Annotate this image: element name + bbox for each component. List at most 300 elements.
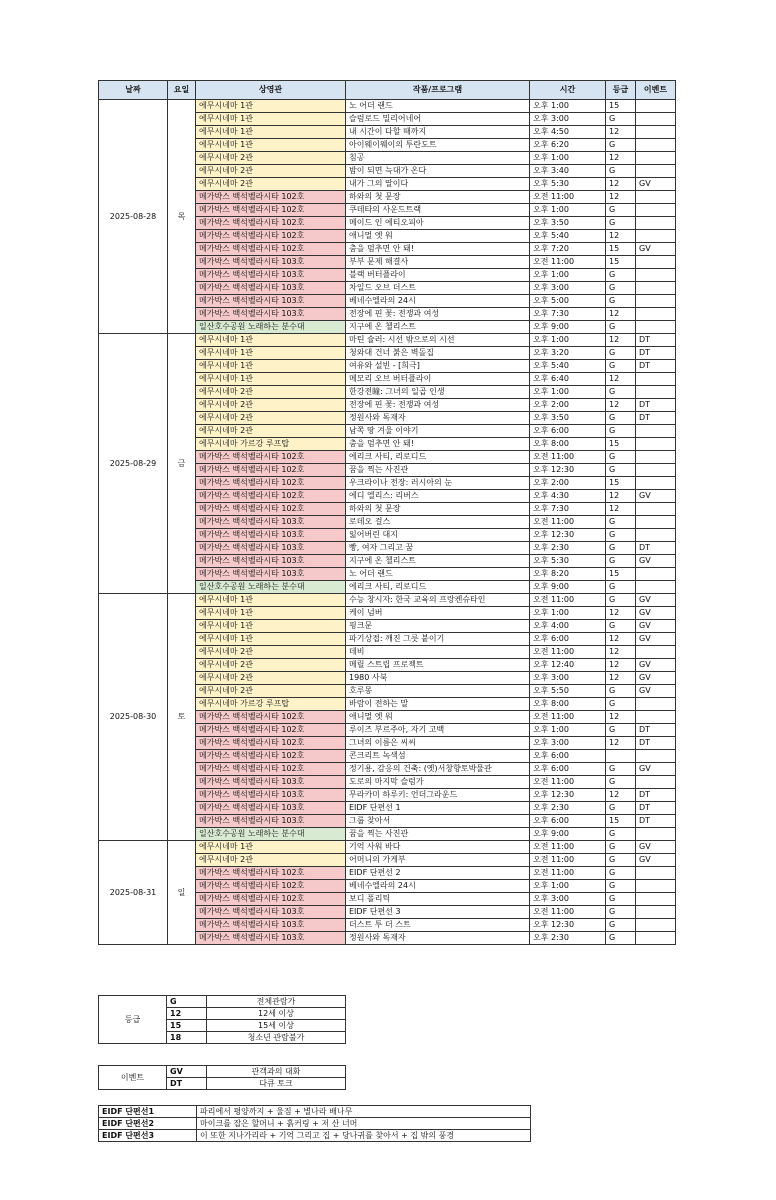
venue-cell: 에무시네마 2관 [196, 659, 346, 672]
program-cell: 도로의 마지막 슬럼가 [346, 776, 530, 789]
rating-cell: 12 [606, 789, 636, 802]
program-cell: 블랙 버터플라이 [346, 269, 530, 282]
rating-cell: G [606, 217, 636, 230]
rating-cell: G [606, 776, 636, 789]
time-cell: 오후 3:00 [530, 113, 606, 126]
event-cell [636, 477, 676, 490]
rating-cell: G [606, 919, 636, 932]
time-cell: 오후 6:00 [530, 633, 606, 646]
rating-cell: G [606, 516, 636, 529]
time-cell: 오후 6:00 [530, 425, 606, 438]
program-cell: 마틴 슐러: 시선 밖으로의 시선 [346, 334, 530, 347]
time-cell: 오후 7:30 [530, 503, 606, 516]
venue-cell: 에무시네마 1관 [196, 607, 346, 620]
schedule-table [98, 80, 676, 945]
event-cell [636, 581, 676, 594]
program-cell: 어머니의 가게부 [346, 854, 530, 867]
event-cell [636, 568, 676, 581]
event-legend-row [99, 1066, 346, 1078]
time-cell: 오전 11:00 [530, 867, 606, 880]
venue-cell: 에무시네마 2관 [196, 152, 346, 165]
rating-cell: G [606, 594, 636, 607]
venue-cell: 에무시네마 2관 [196, 685, 346, 698]
program-cell: 호루몽 [346, 685, 530, 698]
eidf-shorts-row [99, 1118, 531, 1130]
time-cell: 오후 3:50 [530, 217, 606, 230]
rating-cell: 15 [606, 477, 636, 490]
venue-cell: 에무시네마 1관 [196, 139, 346, 152]
venue-cell: 에무시네마 1관 [196, 360, 346, 373]
rating-cell: 12 [606, 711, 636, 724]
time-cell: 오후 4:30 [530, 490, 606, 503]
rating-desc: 15세 이상 [207, 1020, 346, 1032]
venue-cell: 메가박스 백석벨라시타 102호 [196, 750, 346, 763]
rating-cell: 12 [606, 672, 636, 685]
venue-cell: 메가박스 백석벨라시타 103호 [196, 568, 346, 581]
date-cell: 2025-08-30 [99, 594, 168, 841]
program-cell: 케이 넘버 [346, 607, 530, 620]
header-event: 이벤트 [636, 81, 676, 100]
program-cell: 파기상접: 깨진 그릇 붙이기 [346, 633, 530, 646]
rating-cell: G [606, 724, 636, 737]
rating-cell: G [606, 139, 636, 152]
venue-cell: 에무시네마 2관 [196, 399, 346, 412]
rating-code: 12 [167, 1008, 207, 1020]
event-cell: DT [636, 789, 676, 802]
program-cell: 보디 폴리틱 [346, 893, 530, 906]
rating-cell: 12 [606, 503, 636, 516]
time-cell: 오후 1:00 [530, 100, 606, 113]
time-cell: 오후 6:40 [530, 373, 606, 386]
rating-cell: G [606, 880, 636, 893]
program-cell: 빵, 여자 그리고 꿈 [346, 542, 530, 555]
time-cell: 오후 3:00 [530, 893, 606, 906]
event-cell [636, 217, 676, 230]
eidf-shorts-name: EIDF 단편선2 [99, 1118, 197, 1130]
event-cell [636, 256, 676, 269]
program-cell: 춤을 멈추면 안 돼! [346, 243, 530, 256]
rating-cell: G [606, 906, 636, 919]
program-cell: 하와의 첫 문장 [346, 503, 530, 516]
program-cell: 정원사와 독재자 [346, 412, 530, 425]
program-cell: 남쪽 땅 겨울 이야기 [346, 425, 530, 438]
venue-cell: 메가박스 백석벨라시타 102호 [196, 490, 346, 503]
program-cell: 메이드 인 에티오피아 [346, 217, 530, 230]
rating-legend-row [99, 996, 346, 1008]
program-cell: 차일드 오브 더스트 [346, 282, 530, 295]
venue-cell: 메가박스 백석벨라시타 102호 [196, 451, 346, 464]
program-cell: 아이웨이웨이의 투란도트 [346, 139, 530, 152]
event-cell [636, 438, 676, 451]
program-cell: 더스트 투 더 스트 [346, 919, 530, 932]
event-cell [636, 529, 676, 542]
rating-cell: G [606, 542, 636, 555]
time-cell: 오후 3:40 [530, 165, 606, 178]
event-cell [636, 906, 676, 919]
rating-cell: G [606, 763, 636, 776]
program-cell: 그룹 찾아서 [346, 815, 530, 828]
rating-cell: 15 [606, 100, 636, 113]
event-cell [636, 880, 676, 893]
event-cell: GV [636, 555, 676, 568]
date-cell: 2025-08-29 [99, 334, 168, 594]
event-cell [636, 386, 676, 399]
program-cell: 슬럼로드 밀리어네어 [346, 113, 530, 126]
venue-cell: 메가박스 백석벨라시타 102호 [196, 880, 346, 893]
rating-cell: G [606, 893, 636, 906]
time-cell: 오후 12:30 [530, 919, 606, 932]
program-cell: 춤을 멈추면 안 돼! [346, 438, 530, 451]
header-day: 요일 [168, 81, 196, 100]
program-cell: 침공 [346, 152, 530, 165]
date-cell: 2025-08-28 [99, 100, 168, 334]
event-cell [636, 321, 676, 334]
rating-cell: G [606, 685, 636, 698]
venue-cell: 메가박스 백석벨라시타 102호 [196, 243, 346, 256]
event-cell [636, 828, 676, 841]
event-cell: DT [636, 347, 676, 360]
rating-cell: 12 [606, 334, 636, 347]
time-cell: 오후 6:00 [530, 750, 606, 763]
program-cell: 정기용, 감응의 건축: (옛)서창향토박물관 [346, 763, 530, 776]
rating-legend-body [99, 996, 346, 1044]
time-cell: 오후 3:00 [530, 282, 606, 295]
time-cell: 오전 11:00 [530, 841, 606, 854]
event-cell [636, 230, 676, 243]
time-cell: 오후 6:20 [530, 139, 606, 152]
event-cell [636, 776, 676, 789]
event-cell [636, 503, 676, 516]
rating-cell: 12 [606, 230, 636, 243]
event-cell: GV [636, 685, 676, 698]
venue-cell: 메가박스 백석벨라시타 103호 [196, 516, 346, 529]
rating-cell: 12 [606, 646, 636, 659]
venue-cell: 메가박스 백석벨라시타 102호 [196, 230, 346, 243]
event-cell [636, 646, 676, 659]
time-cell: 오후 9:00 [530, 581, 606, 594]
venue-cell: 메가박스 백석벨라시타 103호 [196, 542, 346, 555]
event-cell [636, 113, 676, 126]
event-cell: GV [636, 490, 676, 503]
venue-cell: 메가박스 백석벨라시타 103호 [196, 789, 346, 802]
event-cell [636, 516, 676, 529]
event-cell [636, 893, 676, 906]
rating-code: G [167, 996, 207, 1008]
program-cell: 노 어더 랜드 [346, 100, 530, 113]
venue-cell: 에무시네마 1관 [196, 373, 346, 386]
venue-cell: 메가박스 백석벨라시타 102호 [196, 503, 346, 516]
rating-cell: 12 [606, 607, 636, 620]
time-cell: 오후 12:30 [530, 789, 606, 802]
venue-cell: 에무시네마 1관 [196, 620, 346, 633]
program-cell: 부부 문제 해결사 [346, 256, 530, 269]
rating-cell: 12 [606, 126, 636, 139]
header-program: 작품/프로그램 [346, 81, 530, 100]
time-cell: 오후 4:50 [530, 126, 606, 139]
time-cell: 오전 11:00 [530, 646, 606, 659]
rating-cell: G [606, 412, 636, 425]
event-cell: GV [636, 659, 676, 672]
venue-cell: 에무시네마 2관 [196, 854, 346, 867]
rating-cell: 12 [606, 399, 636, 412]
event-cell: DT [636, 815, 676, 828]
rating-cell: 12 [606, 191, 636, 204]
rating-cell: G [606, 386, 636, 399]
rating-cell: 15 [606, 256, 636, 269]
program-cell: 에리크 사티, 리로디드 [346, 451, 530, 464]
rating-cell: 15 [606, 568, 636, 581]
event-desc: 관객과의 대화 [207, 1066, 346, 1078]
venue-cell: 에무시네마 1관 [196, 633, 346, 646]
time-cell: 오후 7:30 [530, 308, 606, 321]
program-cell: 바람이 전하는 말 [346, 698, 530, 711]
venue-cell: 에무시네마 가르강 루프탑 [196, 438, 346, 451]
venue-cell: 메가박스 백석벨라시타 103호 [196, 295, 346, 308]
program-cell: 베네수엘라의 24시 [346, 295, 530, 308]
time-cell: 오전 11:00 [530, 906, 606, 919]
time-cell: 오후 1:00 [530, 269, 606, 282]
day-cell: 토 [168, 594, 196, 841]
program-cell: 정원사와 독재자 [346, 932, 530, 945]
rating-cell: G [606, 828, 636, 841]
schedule-row [99, 841, 676, 854]
program-cell: 지구에 온 첼리스트 [346, 555, 530, 568]
time-cell: 오후 1:00 [530, 386, 606, 399]
program-cell: 청와대 건너 붉은 벽돌집 [346, 347, 530, 360]
rating-cell: 12 [606, 659, 636, 672]
program-cell: 한강전瞳: 그녀의 일곱 인생 [346, 386, 530, 399]
time-cell: 오후 12:30 [530, 464, 606, 477]
venue-cell: 메가박스 백석벨라시타 102호 [196, 724, 346, 737]
program-cell: 베네수엘라의 24시 [346, 880, 530, 893]
time-cell: 오전 11:00 [530, 854, 606, 867]
event-cell [636, 919, 676, 932]
time-cell: 오후 8:20 [530, 568, 606, 581]
event-cell [636, 269, 676, 282]
event-cell [636, 152, 676, 165]
program-cell: 우크라이나 전장: 러시아의 눈 [346, 477, 530, 490]
time-cell: 오후 4:00 [530, 620, 606, 633]
venue-cell: 메가박스 백석벨라시타 102호 [196, 763, 346, 776]
rating-cell: G [606, 347, 636, 360]
program-cell: 꿈을 찍는 사진관 [346, 464, 530, 477]
event-cell: GV [636, 178, 676, 191]
program-cell: 무라카미 하루키: 언더그라운드 [346, 789, 530, 802]
venue-cell: 에무시네마 1관 [196, 334, 346, 347]
event-code: GV [167, 1066, 207, 1078]
event-cell: GV [636, 620, 676, 633]
venue-cell: 메가박스 백석벨라시타 103호 [196, 308, 346, 321]
event-legend-body [99, 1066, 346, 1090]
rating-cell [606, 750, 636, 763]
event-cell [636, 139, 676, 152]
venue-cell: 에무시네마 2관 [196, 425, 346, 438]
venue-cell: 일산호수공원 노래하는 분수대 [196, 321, 346, 334]
venue-cell: 메가박스 백석벨라시타 103호 [196, 815, 346, 828]
program-cell: 콘크리트 녹색섬 [346, 750, 530, 763]
program-cell: 쿠데타의 사운드트랙 [346, 204, 530, 217]
program-cell: 노 어더 랜드 [346, 568, 530, 581]
day-cell: 일 [168, 841, 196, 945]
rating-cell: G [606, 360, 636, 373]
eidf-shorts-row [99, 1106, 531, 1118]
event-cell: GV [636, 841, 676, 854]
event-cell [636, 373, 676, 386]
program-cell: 에디 엘리스: 리버스 [346, 490, 530, 503]
program-cell: 기억 사워 바다 [346, 841, 530, 854]
venue-cell: 메가박스 백석벨라시타 103호 [196, 555, 346, 568]
program-cell: 핑크문 [346, 620, 530, 633]
venue-cell: 에무시네마 1관 [196, 126, 346, 139]
event-cell: DT [636, 737, 676, 750]
rating-cell: G [606, 425, 636, 438]
event-cell [636, 867, 676, 880]
time-cell: 오후 12:40 [530, 659, 606, 672]
rating-cell: 12 [606, 152, 636, 165]
venue-cell: 메가박스 백석벨라시타 103호 [196, 906, 346, 919]
event-cell [636, 425, 676, 438]
schedule-header-row [99, 81, 676, 100]
schedule-row [99, 334, 676, 347]
program-cell: 루이즈 부르주아, 자기 고백 [346, 724, 530, 737]
event-cell: GV [636, 607, 676, 620]
program-cell: 로데오 걸스 [346, 516, 530, 529]
time-cell: 오전 11:00 [530, 256, 606, 269]
rating-cell: G [606, 451, 636, 464]
header-venue: 상영관 [196, 81, 346, 100]
eidf-shorts-desc: 마이크를 잡은 할머니 + 흙커링 + 저 산 너머 [197, 1118, 531, 1130]
time-cell: 오후 6:00 [530, 763, 606, 776]
event-cell: GV [636, 854, 676, 867]
venue-cell: 메가박스 백석벨라시타 103호 [196, 282, 346, 295]
venue-cell: 메가박스 백석벨라시타 103호 [196, 269, 346, 282]
time-cell: 오후 5:30 [530, 178, 606, 191]
venue-cell: 메가박스 백석벨라시타 103호 [196, 932, 346, 945]
event-cell [636, 295, 676, 308]
event-cell: DT [636, 399, 676, 412]
rating-cell: G [606, 282, 636, 295]
rating-cell: 12 [606, 490, 636, 503]
event-cell: DT [636, 542, 676, 555]
venue-cell: 에무시네마 2관 [196, 412, 346, 425]
eidf-shorts-name: EIDF 단편선1 [99, 1106, 197, 1118]
event-cell [636, 126, 676, 139]
time-cell: 오전 11:00 [530, 516, 606, 529]
program-cell: 애니멀 엣 워 [346, 230, 530, 243]
eidf-shorts-name: EIDF 단편선3 [99, 1130, 197, 1142]
program-cell: 그녀의 이름은 씨씨 [346, 737, 530, 750]
time-cell: 오전 11:00 [530, 711, 606, 724]
event-cell [636, 698, 676, 711]
rating-cell: G [606, 464, 636, 477]
event-cell: DT [636, 334, 676, 347]
rating-legend [98, 995, 346, 1044]
event-cell: GV [636, 243, 676, 256]
rating-cell: G [606, 113, 636, 126]
rating-cell: 12 [606, 633, 636, 646]
time-cell: 오후 1:00 [530, 880, 606, 893]
time-cell: 오후 1:00 [530, 204, 606, 217]
event-cell [636, 282, 676, 295]
venue-cell: 에무시네마 2관 [196, 178, 346, 191]
time-cell: 오후 12:30 [530, 529, 606, 542]
rating-cell: G [606, 698, 636, 711]
time-cell: 오후 9:00 [530, 828, 606, 841]
event-cell [636, 165, 676, 178]
venue-cell: 에무시네마 1관 [196, 347, 346, 360]
event-code: DT [167, 1078, 207, 1090]
time-cell: 오전 11:00 [530, 776, 606, 789]
time-cell: 오후 6:00 [530, 815, 606, 828]
time-cell: 오전 11:00 [530, 594, 606, 607]
day-cell: 목 [168, 100, 196, 334]
time-cell: 오후 5:50 [530, 685, 606, 698]
program-cell: 에리크 사티, 리로디드 [346, 581, 530, 594]
rating-cell: G [606, 932, 636, 945]
rating-desc: 전체관람가 [207, 996, 346, 1008]
rating-cell: 12 [606, 178, 636, 191]
venue-cell: 메가박스 백석벨라시타 103호 [196, 776, 346, 789]
venue-cell: 메가박스 백석벨라시타 102호 [196, 191, 346, 204]
venue-cell: 메가박스 백석벨라시타 103호 [196, 802, 346, 815]
rating-cell: 15 [606, 243, 636, 256]
event-cell [636, 932, 676, 945]
rating-cell: G [606, 321, 636, 334]
program-cell: 밤이 되면 늑대가 온다 [346, 165, 530, 178]
eidf-shorts-desc: 파리에서 평양까지 + 울짐 + 별나라 배나무 [197, 1106, 531, 1118]
time-cell: 오후 8:00 [530, 698, 606, 711]
event-cell [636, 750, 676, 763]
venue-cell: 에무시네마 1관 [196, 841, 346, 854]
event-legend-label: 이벤트 [99, 1066, 167, 1090]
rating-cell: G [606, 204, 636, 217]
program-cell: 수능 창시자: 한국 교육의 프랑켄슈타인 [346, 594, 530, 607]
venue-cell: 메가박스 백석벨라시타 103호 [196, 529, 346, 542]
venue-cell: 메가박스 백석벨라시타 102호 [196, 893, 346, 906]
venue-cell: 에무시네마 2관 [196, 165, 346, 178]
event-cell: DT [636, 802, 676, 815]
event-cell [636, 464, 676, 477]
program-cell: 내가 그의 딸이다 [346, 178, 530, 191]
event-cell: GV [636, 633, 676, 646]
day-cell: 금 [168, 334, 196, 594]
time-cell: 오후 8:00 [530, 438, 606, 451]
event-cell [636, 308, 676, 321]
rating-cell: G [606, 581, 636, 594]
eidf-shorts-row [99, 1130, 531, 1142]
event-legend [98, 1065, 346, 1090]
time-cell: 오후 5:40 [530, 230, 606, 243]
venue-cell: 에무시네마 1관 [196, 100, 346, 113]
eidf-shorts-body [99, 1106, 531, 1142]
program-cell: 메릴 스트립 프로젝트 [346, 659, 530, 672]
header-rating: 등급 [606, 81, 636, 100]
event-cell [636, 100, 676, 113]
time-cell: 오후 3:00 [530, 672, 606, 685]
rating-cell: G [606, 867, 636, 880]
rating-desc: 청소년 관람불가 [207, 1032, 346, 1044]
venue-cell: 에무시네마 1관 [196, 113, 346, 126]
program-cell: 애니멀 엣 워 [346, 711, 530, 724]
time-cell: 오후 3:50 [530, 412, 606, 425]
rating-cell: G [606, 802, 636, 815]
program-cell: 메모리 오브 버터플라이 [346, 373, 530, 386]
time-cell: 오후 3:20 [530, 347, 606, 360]
rating-cell: G [606, 295, 636, 308]
rating-cell: 15 [606, 438, 636, 451]
program-cell: 꿈을 찍는 사진관 [346, 828, 530, 841]
program-cell: 잃어버린 대지 [346, 529, 530, 542]
